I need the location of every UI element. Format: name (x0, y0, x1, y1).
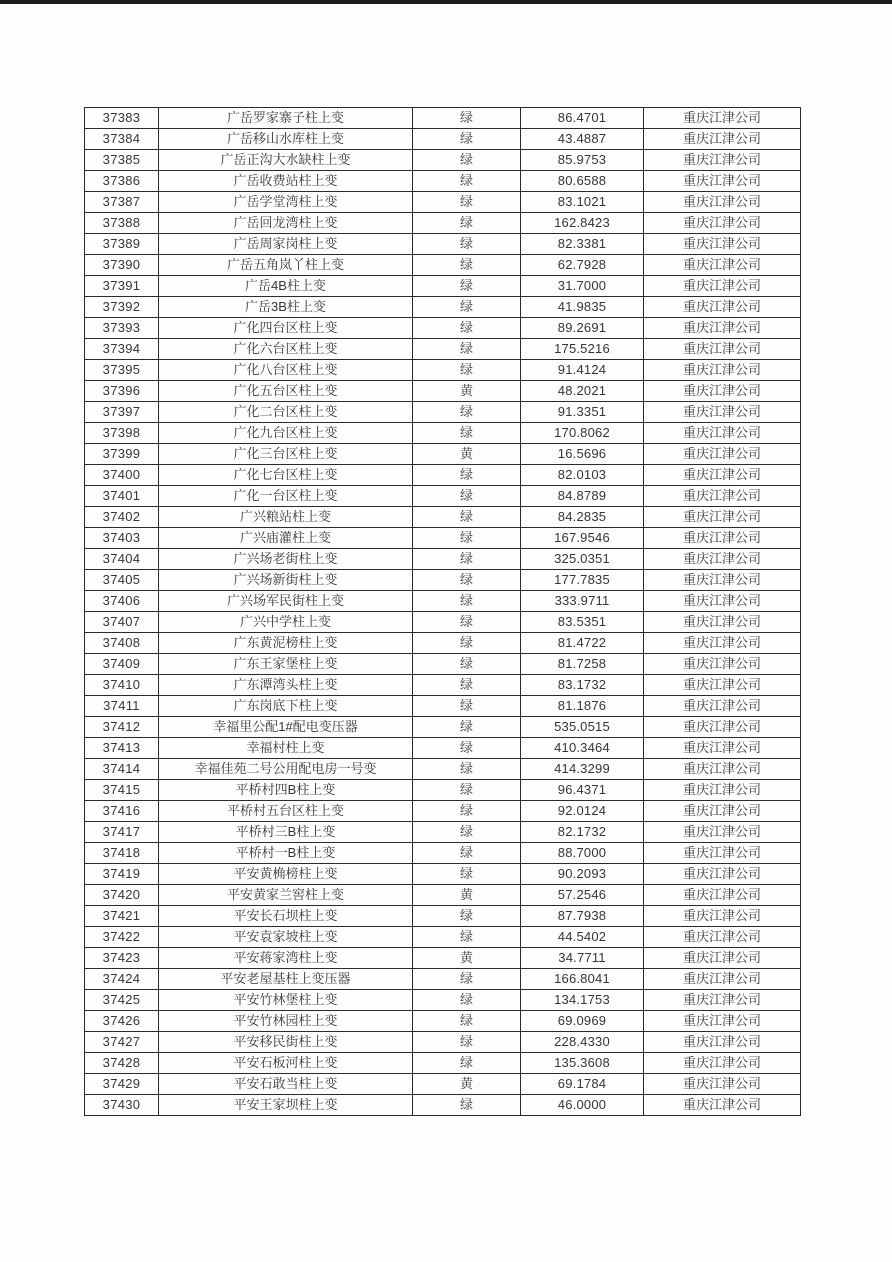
table-row (85, 759, 801, 780)
table-row (85, 633, 801, 654)
company-cell: 重庆江津公司 (644, 864, 801, 885)
status-cell: 绿 (413, 1032, 521, 1053)
company-cell: 重庆江津公司 (644, 927, 801, 948)
table-row (85, 1074, 801, 1095)
table-row (85, 465, 801, 486)
status-cell: 绿 (413, 759, 521, 780)
value-cell: 69.1784 (521, 1074, 644, 1095)
company-cell: 重庆江津公司 (644, 738, 801, 759)
name-cell: 广化一台区柱上变 (159, 486, 413, 507)
name-cell: 广岳罗家寨子柱上变 (159, 108, 413, 129)
name-cell: 广岳五角岚丫柱上变 (159, 255, 413, 276)
table-row (85, 801, 801, 822)
value-cell: 86.4701 (521, 108, 644, 129)
name-cell: 广化三台区柱上变 (159, 444, 413, 465)
name-cell: 广化六台区柱上变 (159, 339, 413, 360)
id-cell: 37419 (85, 864, 159, 885)
name-cell: 广岳3B柱上变 (159, 297, 413, 318)
value-cell: 83.1021 (521, 192, 644, 213)
id-cell: 37396 (85, 381, 159, 402)
id-cell: 37393 (85, 318, 159, 339)
name-cell: 广兴场军民街柱上变 (159, 591, 413, 612)
status-cell: 绿 (413, 297, 521, 318)
id-cell: 37430 (85, 1095, 159, 1116)
name-cell: 广岳周家岗柱上变 (159, 234, 413, 255)
company-cell: 重庆江津公司 (644, 339, 801, 360)
name-cell: 幸福里公配1#配电变压器 (159, 717, 413, 738)
value-cell: 31.7000 (521, 276, 644, 297)
id-cell: 37415 (85, 780, 159, 801)
name-cell: 平安老屋基柱上变压器 (159, 969, 413, 990)
table-row (85, 108, 801, 129)
id-cell: 37395 (85, 360, 159, 381)
status-cell: 绿 (413, 822, 521, 843)
id-cell: 37384 (85, 129, 159, 150)
value-cell: 87.7938 (521, 906, 644, 927)
company-cell: 重庆江津公司 (644, 528, 801, 549)
status-cell: 黄 (413, 381, 521, 402)
status-cell: 绿 (413, 339, 521, 360)
name-cell: 幸福村柱上变 (159, 738, 413, 759)
status-cell: 绿 (413, 465, 521, 486)
status-cell: 绿 (413, 696, 521, 717)
value-cell: 83.1732 (521, 675, 644, 696)
table-row (85, 339, 801, 360)
table-row (85, 654, 801, 675)
company-cell: 重庆江津公司 (644, 801, 801, 822)
table-row (85, 843, 801, 864)
status-cell: 绿 (413, 213, 521, 234)
table-row (85, 738, 801, 759)
status-cell: 绿 (413, 276, 521, 297)
id-cell: 37406 (85, 591, 159, 612)
transformer-table (84, 107, 801, 1116)
table-row (85, 297, 801, 318)
name-cell: 广岳收费站柱上变 (159, 171, 413, 192)
table-row (85, 612, 801, 633)
value-cell: 92.0124 (521, 801, 644, 822)
value-cell: 228.4330 (521, 1032, 644, 1053)
table-row (85, 192, 801, 213)
status-cell: 绿 (413, 717, 521, 738)
status-cell: 绿 (413, 318, 521, 339)
status-cell: 绿 (413, 528, 521, 549)
value-cell: 82.3381 (521, 234, 644, 255)
status-cell: 绿 (413, 360, 521, 381)
value-cell: 81.4722 (521, 633, 644, 654)
id-cell: 37424 (85, 969, 159, 990)
name-cell: 平安蒋家湾柱上变 (159, 948, 413, 969)
value-cell: 96.4371 (521, 780, 644, 801)
status-cell: 绿 (413, 780, 521, 801)
company-cell: 重庆江津公司 (644, 675, 801, 696)
name-cell: 广化七台区柱上变 (159, 465, 413, 486)
name-cell: 广东岗底下柱上变 (159, 696, 413, 717)
company-cell: 重庆江津公司 (644, 192, 801, 213)
company-cell: 重庆江津公司 (644, 654, 801, 675)
status-cell: 绿 (413, 738, 521, 759)
name-cell: 平桥村五台区柱上变 (159, 801, 413, 822)
company-cell: 重庆江津公司 (644, 444, 801, 465)
name-cell: 平安黄桷榜柱上变 (159, 864, 413, 885)
company-cell: 重庆江津公司 (644, 486, 801, 507)
company-cell: 重庆江津公司 (644, 234, 801, 255)
status-cell: 绿 (413, 255, 521, 276)
status-cell: 绿 (413, 675, 521, 696)
table-row (85, 423, 801, 444)
id-cell: 37401 (85, 486, 159, 507)
company-cell: 重庆江津公司 (644, 906, 801, 927)
value-cell: 134.1753 (521, 990, 644, 1011)
id-cell: 37417 (85, 822, 159, 843)
status-cell: 黄 (413, 1074, 521, 1095)
value-cell: 85.9753 (521, 150, 644, 171)
id-cell: 37388 (85, 213, 159, 234)
company-cell: 重庆江津公司 (644, 318, 801, 339)
name-cell: 广兴场老街柱上变 (159, 549, 413, 570)
table-row (85, 255, 801, 276)
id-cell: 37387 (85, 192, 159, 213)
company-cell: 重庆江津公司 (644, 507, 801, 528)
table-row (85, 381, 801, 402)
name-cell: 广东黄泥榜柱上变 (159, 633, 413, 654)
id-cell: 37429 (85, 1074, 159, 1095)
status-cell: 黄 (413, 444, 521, 465)
status-cell: 绿 (413, 402, 521, 423)
id-cell: 37403 (85, 528, 159, 549)
company-cell: 重庆江津公司 (644, 948, 801, 969)
table-row (85, 906, 801, 927)
value-cell: 410.3464 (521, 738, 644, 759)
id-cell: 37402 (85, 507, 159, 528)
status-cell: 黄 (413, 948, 521, 969)
name-cell: 广东潭湾头柱上变 (159, 675, 413, 696)
status-cell: 绿 (413, 171, 521, 192)
status-cell: 绿 (413, 234, 521, 255)
name-cell: 平安石敢当柱上变 (159, 1074, 413, 1095)
company-cell: 重庆江津公司 (644, 381, 801, 402)
company-cell: 重庆江津公司 (644, 150, 801, 171)
status-cell: 绿 (413, 1095, 521, 1116)
id-cell: 37397 (85, 402, 159, 423)
value-cell: 57.2546 (521, 885, 644, 906)
company-cell: 重庆江津公司 (644, 402, 801, 423)
status-cell: 绿 (413, 612, 521, 633)
status-cell: 绿 (413, 969, 521, 990)
value-cell: 325.0351 (521, 549, 644, 570)
status-cell: 绿 (413, 654, 521, 675)
id-cell: 37420 (85, 885, 159, 906)
company-cell: 重庆江津公司 (644, 1011, 801, 1032)
value-cell: 16.5696 (521, 444, 644, 465)
status-cell: 绿 (413, 1053, 521, 1074)
value-cell: 89.2691 (521, 318, 644, 339)
id-cell: 37409 (85, 654, 159, 675)
value-cell: 81.1876 (521, 696, 644, 717)
table-row (85, 360, 801, 381)
name-cell: 广东王家堡柱上变 (159, 654, 413, 675)
status-cell: 绿 (413, 150, 521, 171)
id-cell: 37405 (85, 570, 159, 591)
name-cell: 广化五台区柱上变 (159, 381, 413, 402)
id-cell: 37416 (85, 801, 159, 822)
table-row (85, 969, 801, 990)
company-cell: 重庆江津公司 (644, 633, 801, 654)
table-row (85, 885, 801, 906)
company-cell: 重庆江津公司 (644, 171, 801, 192)
value-cell: 62.7928 (521, 255, 644, 276)
value-cell: 48.2021 (521, 381, 644, 402)
value-cell: 333.9711 (521, 591, 644, 612)
status-cell: 绿 (413, 591, 521, 612)
value-cell: 41.9835 (521, 297, 644, 318)
company-cell: 重庆江津公司 (644, 696, 801, 717)
status-cell: 绿 (413, 927, 521, 948)
name-cell: 平安竹林堡柱上变 (159, 990, 413, 1011)
id-cell: 37399 (85, 444, 159, 465)
company-cell: 重庆江津公司 (644, 612, 801, 633)
value-cell: 175.5216 (521, 339, 644, 360)
company-cell: 重庆江津公司 (644, 276, 801, 297)
id-cell: 37422 (85, 927, 159, 948)
company-cell: 重庆江津公司 (644, 591, 801, 612)
company-cell: 重庆江津公司 (644, 213, 801, 234)
table-row (85, 276, 801, 297)
name-cell: 平安黄家兰窖柱上变 (159, 885, 413, 906)
id-cell: 37426 (85, 1011, 159, 1032)
value-cell: 84.2835 (521, 507, 644, 528)
company-cell: 重庆江津公司 (644, 990, 801, 1011)
table-row (85, 948, 801, 969)
table-row (85, 1095, 801, 1116)
name-cell: 广岳移山水库柱上变 (159, 129, 413, 150)
value-cell: 162.8423 (521, 213, 644, 234)
value-cell: 535.0515 (521, 717, 644, 738)
table-row (85, 402, 801, 423)
id-cell: 37391 (85, 276, 159, 297)
company-cell: 重庆江津公司 (644, 969, 801, 990)
status-cell: 绿 (413, 192, 521, 213)
value-cell: 88.7000 (521, 843, 644, 864)
company-cell: 重庆江津公司 (644, 717, 801, 738)
name-cell: 平安移民街柱上变 (159, 1032, 413, 1053)
value-cell: 80.6588 (521, 171, 644, 192)
id-cell: 37423 (85, 948, 159, 969)
status-cell: 绿 (413, 549, 521, 570)
table-row (85, 486, 801, 507)
company-cell: 重庆江津公司 (644, 843, 801, 864)
table-row (85, 528, 801, 549)
name-cell: 平桥村四B柱上变 (159, 780, 413, 801)
company-cell: 重庆江津公司 (644, 885, 801, 906)
company-cell: 重庆江津公司 (644, 822, 801, 843)
value-cell: 44.5402 (521, 927, 644, 948)
company-cell: 重庆江津公司 (644, 465, 801, 486)
name-cell: 平安王家坝柱上变 (159, 1095, 413, 1116)
name-cell: 广化二台区柱上变 (159, 402, 413, 423)
value-cell: 82.0103 (521, 465, 644, 486)
status-cell: 绿 (413, 486, 521, 507)
company-cell: 重庆江津公司 (644, 570, 801, 591)
value-cell: 83.5351 (521, 612, 644, 633)
status-cell: 绿 (413, 570, 521, 591)
value-cell: 170.8062 (521, 423, 644, 444)
table-row (85, 150, 801, 171)
name-cell: 平桥村三B柱上变 (159, 822, 413, 843)
value-cell: 81.7258 (521, 654, 644, 675)
value-cell: 34.7711 (521, 948, 644, 969)
company-cell: 重庆江津公司 (644, 360, 801, 381)
id-cell: 37404 (85, 549, 159, 570)
company-cell: 重庆江津公司 (644, 297, 801, 318)
company-cell: 重庆江津公司 (644, 780, 801, 801)
scan-top-edge (0, 0, 892, 4)
table-row (85, 507, 801, 528)
value-cell: 167.9546 (521, 528, 644, 549)
id-cell: 37390 (85, 255, 159, 276)
table-row (85, 213, 801, 234)
table-row (85, 591, 801, 612)
name-cell: 广化八台区柱上变 (159, 360, 413, 381)
status-cell: 绿 (413, 423, 521, 444)
table-row (85, 129, 801, 150)
id-cell: 37418 (85, 843, 159, 864)
name-cell: 平安竹林园柱上变 (159, 1011, 413, 1032)
id-cell: 37394 (85, 339, 159, 360)
name-cell: 广化四台区柱上变 (159, 318, 413, 339)
table-row (85, 570, 801, 591)
table-row (85, 1011, 801, 1032)
name-cell: 广兴粮站柱上变 (159, 507, 413, 528)
id-cell: 37407 (85, 612, 159, 633)
company-cell: 重庆江津公司 (644, 423, 801, 444)
company-cell: 重庆江津公司 (644, 759, 801, 780)
name-cell: 平桥村一B柱上变 (159, 843, 413, 864)
company-cell: 重庆江津公司 (644, 1032, 801, 1053)
table-row (85, 1053, 801, 1074)
status-cell: 绿 (413, 633, 521, 654)
status-cell: 绿 (413, 843, 521, 864)
table-row (85, 864, 801, 885)
id-cell: 37392 (85, 297, 159, 318)
id-cell: 37386 (85, 171, 159, 192)
name-cell: 广兴庙灌柱上变 (159, 528, 413, 549)
value-cell: 91.3351 (521, 402, 644, 423)
id-cell: 37411 (85, 696, 159, 717)
id-cell: 37428 (85, 1053, 159, 1074)
name-cell: 平安石板河柱上变 (159, 1053, 413, 1074)
table-row (85, 234, 801, 255)
id-cell: 37414 (85, 759, 159, 780)
status-cell: 绿 (413, 906, 521, 927)
id-cell: 37427 (85, 1032, 159, 1053)
name-cell: 广兴场新街柱上变 (159, 570, 413, 591)
value-cell: 90.2093 (521, 864, 644, 885)
status-cell: 绿 (413, 129, 521, 150)
status-cell: 绿 (413, 990, 521, 1011)
company-cell: 重庆江津公司 (644, 1095, 801, 1116)
company-cell: 重庆江津公司 (644, 255, 801, 276)
company-cell: 重庆江津公司 (644, 129, 801, 150)
value-cell: 177.7835 (521, 570, 644, 591)
value-cell: 82.1732 (521, 822, 644, 843)
table-row (85, 1032, 801, 1053)
status-cell: 黄 (413, 885, 521, 906)
name-cell: 广兴中学柱上变 (159, 612, 413, 633)
company-cell: 重庆江津公司 (644, 549, 801, 570)
status-cell: 绿 (413, 864, 521, 885)
table-row (85, 717, 801, 738)
name-cell: 广岳学堂湾柱上变 (159, 192, 413, 213)
table-row (85, 444, 801, 465)
id-cell: 37412 (85, 717, 159, 738)
table-row (85, 990, 801, 1011)
company-cell: 重庆江津公司 (644, 1074, 801, 1095)
id-cell: 37383 (85, 108, 159, 129)
table-row (85, 549, 801, 570)
value-cell: 166.8041 (521, 969, 644, 990)
status-cell: 绿 (413, 1011, 521, 1032)
transformer-table-body (85, 108, 801, 1116)
table-row (85, 822, 801, 843)
id-cell: 37385 (85, 150, 159, 171)
name-cell: 广化九台区柱上变 (159, 423, 413, 444)
id-cell: 37389 (85, 234, 159, 255)
value-cell: 91.4124 (521, 360, 644, 381)
id-cell: 37425 (85, 990, 159, 1011)
table-row (85, 696, 801, 717)
value-cell: 135.3608 (521, 1053, 644, 1074)
company-cell: 重庆江津公司 (644, 108, 801, 129)
id-cell: 37413 (85, 738, 159, 759)
table-row (85, 171, 801, 192)
name-cell: 广岳正沟大水缺柱上变 (159, 150, 413, 171)
id-cell: 37398 (85, 423, 159, 444)
value-cell: 84.8789 (521, 486, 644, 507)
value-cell: 43.4887 (521, 129, 644, 150)
name-cell: 幸福佳苑二号公用配电房一号变 (159, 759, 413, 780)
id-cell: 37410 (85, 675, 159, 696)
status-cell: 绿 (413, 801, 521, 822)
name-cell: 平安长石坝柱上变 (159, 906, 413, 927)
name-cell: 广岳回龙湾柱上变 (159, 213, 413, 234)
value-cell: 46.0000 (521, 1095, 644, 1116)
status-cell: 绿 (413, 108, 521, 129)
id-cell: 37408 (85, 633, 159, 654)
id-cell: 37400 (85, 465, 159, 486)
name-cell: 平安袁家坡柱上变 (159, 927, 413, 948)
id-cell: 37421 (85, 906, 159, 927)
value-cell: 69.0969 (521, 1011, 644, 1032)
value-cell: 414.3299 (521, 759, 644, 780)
table-row (85, 780, 801, 801)
table-row (85, 318, 801, 339)
table-row (85, 927, 801, 948)
name-cell: 广岳4B柱上变 (159, 276, 413, 297)
status-cell: 绿 (413, 507, 521, 528)
company-cell: 重庆江津公司 (644, 1053, 801, 1074)
table-row (85, 675, 801, 696)
